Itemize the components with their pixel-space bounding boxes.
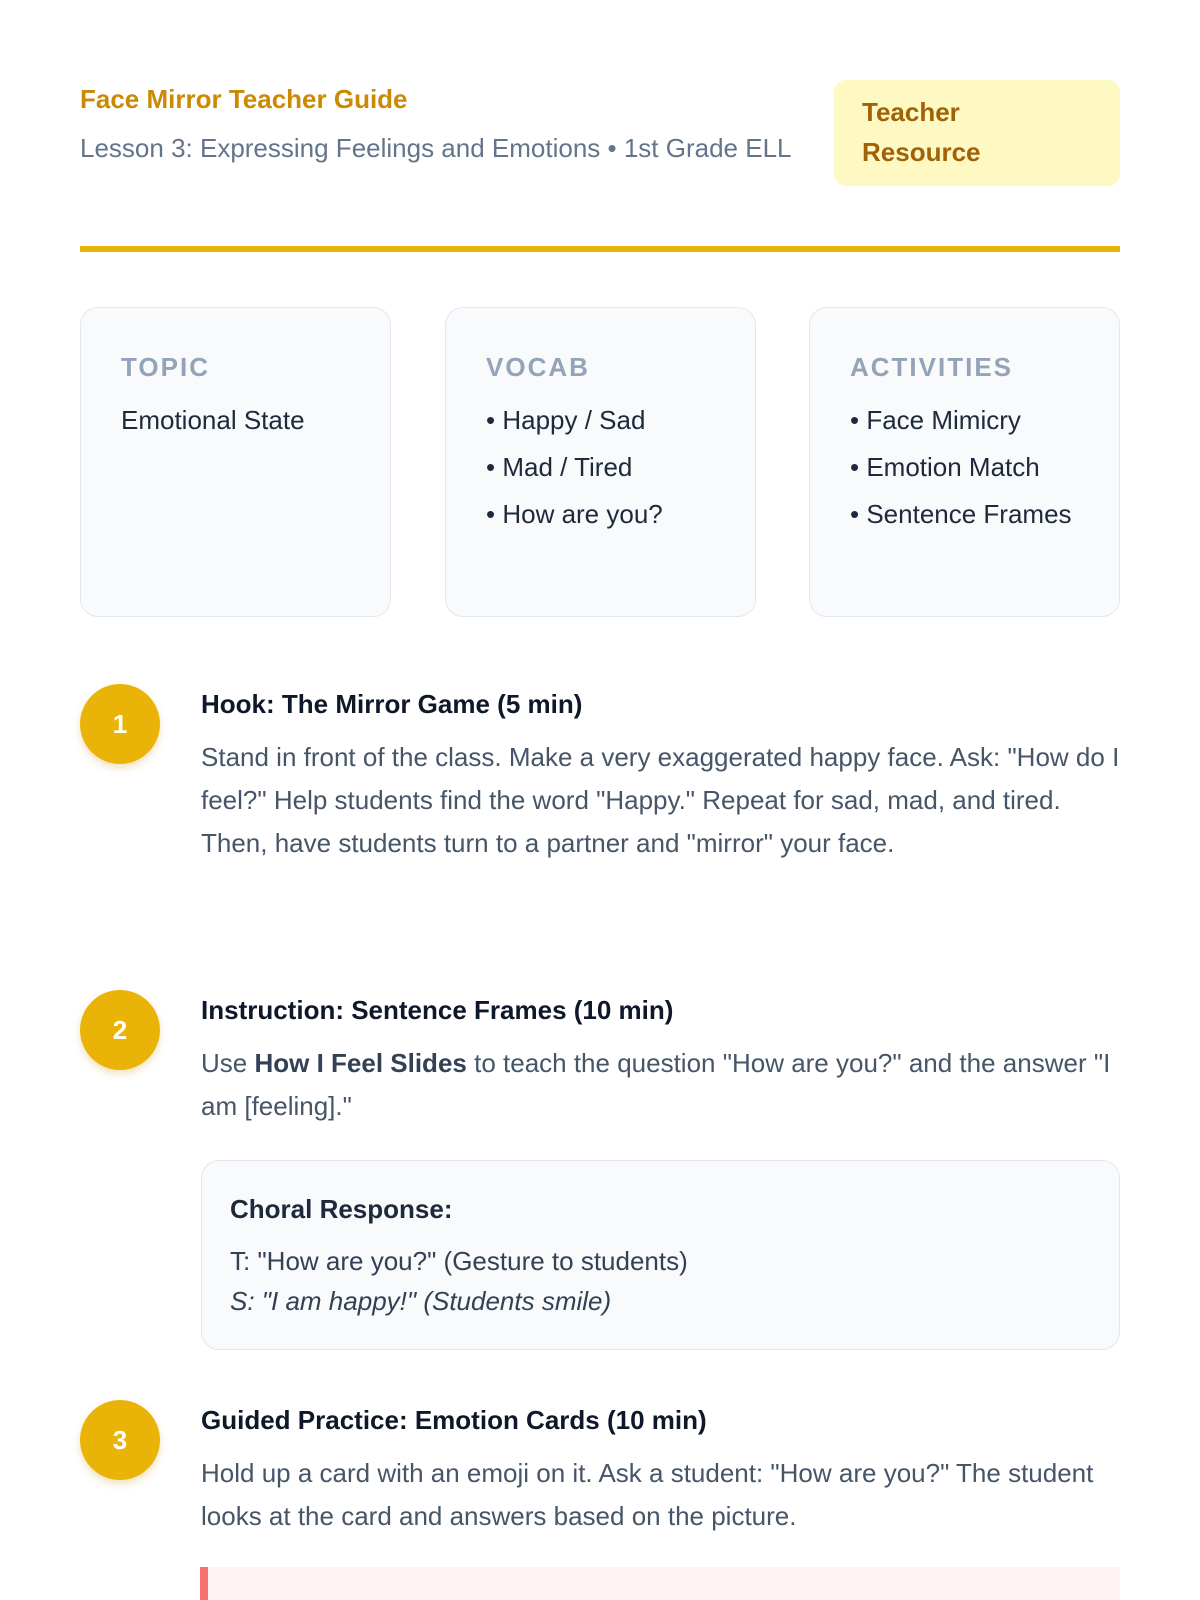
activities-card xyxy=(809,307,1120,617)
step-text: Hold up a card with an emoji on it. Ask a student: "How are you?" The student looks at the card and answers based on the picture. xyxy=(201,1458,1094,1531)
choral-response-box xyxy=(201,1160,1120,1350)
activities-label: ACTIVITIES xyxy=(850,352,1014,382)
activities-list xyxy=(850,400,1079,534)
step-body xyxy=(201,684,1120,865)
alert-callout xyxy=(200,1567,1120,1600)
slides-resource-name: How I Feel Slides xyxy=(254,1048,467,1078)
page-header xyxy=(80,82,1120,168)
topic-card xyxy=(80,307,391,617)
step-title: Hook: The Mirror Game (5 min) xyxy=(201,689,583,719)
student-line: S: "I am happy!" (Students smile) xyxy=(230,1286,612,1316)
badge-line-1: Teacher xyxy=(862,97,960,127)
step-body xyxy=(201,1400,1120,1538)
step-text: Stand in front of the class. Make a very exaggerated happy face. Ask: "How do I feel?" Help students find the word "Happy." Repeat for sad, mad, and tired. Then, have students turn to a partner and "mirror" your face. xyxy=(201,742,1120,858)
step-number-badge: 2 xyxy=(80,990,160,1070)
activity-item: • Face Mimicry xyxy=(850,400,1079,440)
step-body xyxy=(201,990,1120,1350)
vocab-label: VOCAB xyxy=(486,352,590,382)
teacher-resource-badge xyxy=(834,80,1120,186)
badge-line-2: Resource xyxy=(862,137,981,167)
guide-title: Face Mirror Teacher Guide xyxy=(80,84,408,114)
lesson-subtitle: Lesson 3: Expressing Feelings and Emotions • 1st Grade ELL xyxy=(80,133,792,163)
vocab-item: • Happy / Sad xyxy=(486,400,715,440)
teacher-line: T: "How are you?" (Gesture to students) xyxy=(230,1246,688,1276)
step-number-badge: 1 xyxy=(80,684,160,764)
vocab-list xyxy=(486,400,715,534)
step-text xyxy=(201,1042,1120,1128)
activity-item: • Emotion Match xyxy=(850,447,1079,487)
topic-value: Emotional State xyxy=(121,405,305,435)
vocab-item: • Mad / Tired xyxy=(486,447,715,487)
vocab-card xyxy=(445,307,756,617)
choral-title: Choral Response: xyxy=(230,1194,453,1224)
vocab-item: • How are you? xyxy=(486,494,715,534)
step-number-badge: 3 xyxy=(80,1400,160,1480)
header-divider xyxy=(80,246,1120,252)
step-text-before: Use xyxy=(201,1048,255,1078)
activity-item: • Sentence Frames xyxy=(850,494,1079,534)
topic-label: TOPIC xyxy=(121,352,210,382)
step-title: Instruction: Sentence Frames (10 min) xyxy=(201,995,674,1025)
step-text-after: to teach the question "How are you?" and the answer "I am [feeling]." xyxy=(201,1048,1111,1121)
step-title: Guided Practice: Emotion Cards (10 min) xyxy=(201,1405,707,1435)
